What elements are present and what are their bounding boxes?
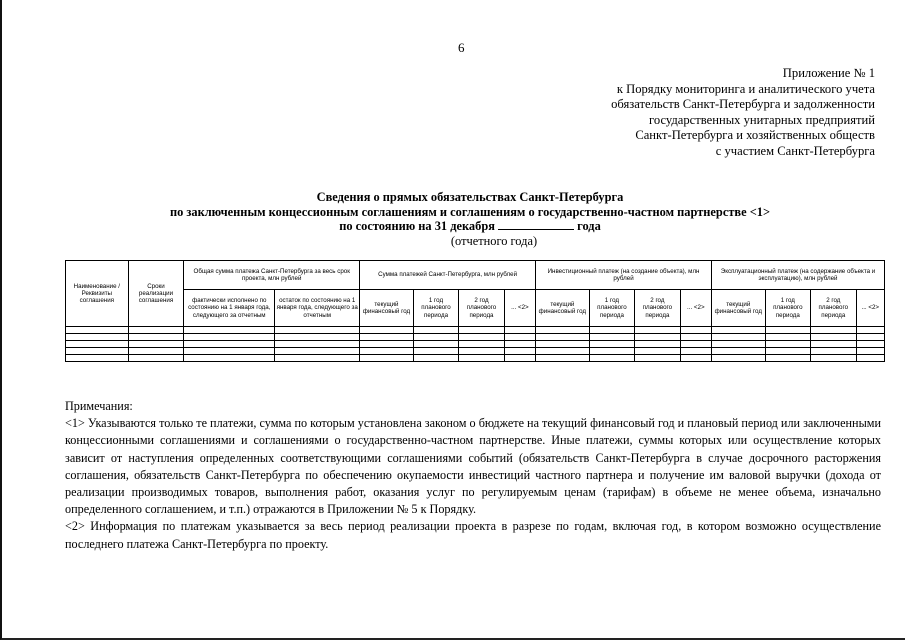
table-cell	[360, 355, 414, 362]
table-cell	[275, 355, 360, 362]
table-cell	[765, 327, 810, 334]
table-cell	[504, 341, 535, 348]
table-cell	[275, 341, 360, 348]
table-cell	[765, 348, 810, 355]
table-cell	[811, 348, 856, 355]
table-cell	[589, 348, 634, 355]
table-row	[66, 327, 885, 334]
table-cell	[856, 334, 884, 341]
table-cell	[680, 341, 711, 348]
table-cell	[504, 327, 535, 334]
table-cell	[811, 334, 856, 341]
table-cell	[459, 341, 504, 348]
table-cell	[360, 327, 414, 334]
table-cell	[711, 334, 765, 341]
header-current-year: текущий финансовый год	[360, 290, 414, 327]
table-body	[66, 327, 885, 362]
notes-section	[65, 398, 881, 553]
table-cell	[66, 334, 129, 341]
table-cell	[275, 327, 360, 334]
table-cell	[360, 334, 414, 341]
table-row	[66, 341, 885, 348]
table-cell	[711, 341, 765, 348]
header-plan-year-1: 1 год планового периода	[413, 290, 458, 327]
table-cell	[275, 348, 360, 355]
header-payments-sum: Сумма платежей Санкт-Петербурга, млн рублей	[360, 261, 536, 290]
table-cell	[635, 355, 680, 362]
header-more-years: ... <2>	[856, 290, 884, 327]
header-plan-year-2: 2 год планового периода	[635, 290, 680, 327]
header-total-sum: Общая сумма платежа Санкт-Петербурга за весь срок проекта, млн рублей	[184, 261, 360, 290]
table-cell	[589, 341, 634, 348]
title-date-prefix: по состоянию на 31 декабря	[339, 219, 495, 233]
table-cell	[184, 327, 275, 334]
table-cell	[413, 348, 458, 355]
document-title	[60, 190, 880, 248]
table-cell	[536, 355, 590, 362]
obligations-table	[65, 260, 885, 362]
appendix-header	[515, 66, 875, 159]
header-plan-year-1: 1 год планового периода	[589, 290, 634, 327]
table-cell	[680, 327, 711, 334]
table-cell	[413, 341, 458, 348]
table-cell	[536, 327, 590, 334]
table-cell	[459, 355, 504, 362]
header-terms: Сроки реализации соглашения	[128, 261, 184, 327]
table-cell	[856, 355, 884, 362]
table-cell	[765, 334, 810, 341]
table-cell	[128, 348, 184, 355]
table-cell	[711, 348, 765, 355]
table-cell	[680, 334, 711, 341]
appendix-line: Приложение № 1	[782, 66, 875, 80]
appendix-line: к Порядку мониторинга и аналитического учета	[616, 81, 875, 96]
header-investment-payment: Инвестиционный платеж (на создание объекта), млн рублей	[536, 261, 712, 290]
table-cell	[413, 327, 458, 334]
table-cell	[635, 334, 680, 341]
table-cell	[459, 334, 504, 341]
table-cell	[459, 348, 504, 355]
appendix-line: обязательств Санкт-Петербурга и задолженности	[611, 97, 875, 111]
table-cell	[680, 355, 711, 362]
table-cell	[128, 355, 184, 362]
table-cell	[504, 348, 535, 355]
table-cell	[589, 355, 634, 362]
table-cell	[536, 348, 590, 355]
table-cell	[811, 355, 856, 362]
title-line-3	[60, 219, 880, 234]
header-current-year: текущий финансовый год	[536, 290, 590, 327]
table-cell	[589, 327, 634, 334]
table-cell	[128, 334, 184, 341]
title-date-suffix: года	[577, 219, 601, 233]
table-cell	[811, 341, 856, 348]
table-cell	[680, 348, 711, 355]
table-cell	[635, 341, 680, 348]
page-number: 6	[458, 40, 465, 55]
table-cell	[360, 341, 414, 348]
appendix-line: с участием Санкт-Петербурга	[715, 143, 875, 158]
header-operating-payment: Эксплуатационный платеж (на содержание объекта и эксплуатацию), млн рублей	[711, 261, 884, 290]
table-cell	[589, 334, 634, 341]
title-line-4: (отчетного года)	[450, 233, 538, 248]
table-row	[66, 334, 885, 341]
title-line-1: Сведения о прямых обязательствах Санкт-Петербурга	[316, 190, 624, 204]
table-cell	[360, 348, 414, 355]
table-cell	[765, 341, 810, 348]
table-cell	[66, 327, 129, 334]
table-cell	[856, 327, 884, 334]
note-1: <1> Указываются только те платежи, сумма по которым установлена законом о бюджете на текущий финансовый год и плановый период или заключенными концессионными соглашениями и соглашениями о государственно-частном партнерстве. Иные платежи, суммы которых или осуществление которых зависит от наступления определенных соответствующими соглашениями событий (обязательств Санкт-Петербурга в случае досрочного расторжения соглашения, обязательств Санкт-Петербурга по обеспечению окупаемости инвестиций частного партнера и получение им валовой выручки (дохода от реализации производимых товаров, выполнения работ, оказания услуг по регулируемым ценам (тарифам) в объеме не менее объема, изначально определенного соглашением, и т.п.) отражаются в Приложении № 5 к Порядку.	[65, 416, 881, 517]
table-cell	[504, 355, 535, 362]
table-cell	[504, 334, 535, 341]
appendix-line: государственных унитарных предприятий	[648, 112, 875, 127]
header-plan-year-2: 2 год планового периода	[459, 290, 504, 327]
table-cell	[66, 348, 129, 355]
header-agreement-name: Наименование /Реквизиты соглашения	[66, 261, 129, 327]
table-cell	[711, 327, 765, 334]
table-cell	[66, 341, 129, 348]
table-cell	[413, 355, 458, 362]
header-current-year: текущий финансовый год	[711, 290, 765, 327]
table-cell	[536, 334, 590, 341]
header-more-years: ... <2>	[504, 290, 535, 327]
table-cell	[635, 348, 680, 355]
table-cell	[459, 327, 504, 334]
table-cell	[275, 334, 360, 341]
table-row	[66, 348, 885, 355]
appendix-line: Санкт-Петербурга и хозяйственных обществ	[635, 128, 875, 142]
table-cell	[536, 341, 590, 348]
table-cell	[184, 341, 275, 348]
table-cell	[184, 355, 275, 362]
title-line-2: по заключенным концессионным соглашениям и соглашениям о государственно-частном партнерстве <1>	[169, 204, 771, 219]
header-remainder: остаток по состоянию на 1 января года, следующего за отчетным	[275, 290, 360, 327]
table-cell	[128, 341, 184, 348]
table-cell	[765, 355, 810, 362]
table-cell	[184, 348, 275, 355]
header-plan-year-1: 1 год планового периода	[765, 290, 810, 327]
table-row	[66, 355, 885, 362]
notes-heading: Примечания:	[65, 399, 133, 413]
table-cell	[184, 334, 275, 341]
note-2: <2> Информация по платежам указывается за весь период реализации проекта в разрезе по годам, включая год, в котором возможно осуществление последнего платежа Санкт-Петербурга по проекту.	[65, 519, 881, 551]
table-cell	[635, 327, 680, 334]
year-blank-field	[498, 219, 574, 230]
table-cell	[66, 355, 129, 362]
header-more-years: ... <2>	[680, 290, 711, 327]
table-cell	[856, 341, 884, 348]
table-cell	[128, 327, 184, 334]
table-cell	[413, 334, 458, 341]
header-actually-paid: фактически исполнено по состоянию на 1 января года, следующего за отчетным	[184, 290, 275, 327]
table-cell	[711, 355, 765, 362]
table-cell	[811, 327, 856, 334]
header-plan-year-2: 2 год планового периода	[811, 290, 856, 327]
table-cell	[856, 348, 884, 355]
